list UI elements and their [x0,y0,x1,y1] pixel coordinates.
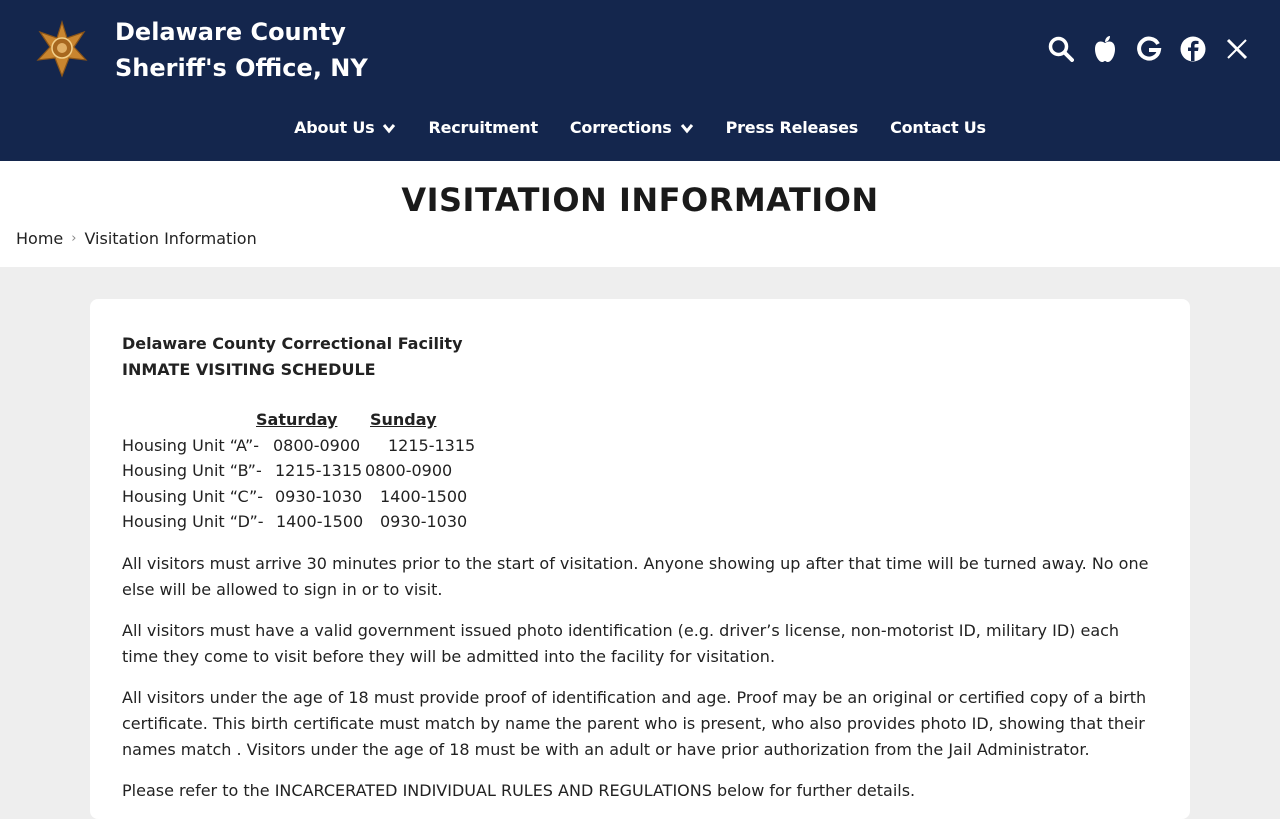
nav-recruitment-label: Recruitment [428,118,538,137]
apple-icon[interactable] [1092,32,1118,66]
visiting-schedule [122,407,1158,535]
site-title-line2: Sheriff's Office, NY [115,54,368,82]
chevron-right-icon: › [71,231,77,246]
saturday-time: 1400-1500 [276,512,364,532]
paragraph-arrival: All visitors must arrive 30 minutes prior to the start of visitation. Anyone showing up after that time will be turned away. No one else will be allowed to sign in or to visit. [122,553,1149,599]
sunday-header: Sunday [370,410,437,429]
breadcrumb-current: Visitation Information [84,229,257,248]
main-nav [0,118,1280,137]
sheriff-badge-logo[interactable] [36,20,88,78]
social-links [1048,32,1250,66]
housing-unit: Housing Unit “D”- [122,512,264,532]
sunday-time: 0930-1030 [380,512,468,532]
paragraph-minors: All visitors under the age of 18 must provide proof of identification and age. Proof may be an original or certified copy of a birth certificate. This birth certificate must match by name the parent who is present, who also provides photo ID, showing that their names match . Visitors under the age of 18 must be with an adult or have prior authorization from the Jail Administrator. [122,688,1147,759]
saturday-header: Saturday [256,410,338,429]
nav-corrections-label: Corrections [569,118,672,137]
paragraph-rules-reference: Please refer to the INCARCERATED INDIVIDUAL RULES AND REGULATIONS below for further details. [122,781,916,801]
google-icon[interactable] [1136,32,1162,66]
housing-unit: Housing Unit “A”- [122,435,260,455]
schedule-title: INMATE VISITING SCHEDULE [122,360,376,379]
breadcrumb-home-link[interactable]: Home [16,229,64,248]
search-icon[interactable] [1048,32,1074,66]
nav-corrections[interactable] [570,118,694,137]
page-title: VISITATION INFORMATION [401,181,879,219]
nav-press-releases-label: Press Releases [725,118,859,137]
chevron-down-icon [382,121,396,135]
nav-press-releases[interactable] [726,118,859,137]
saturday-time: 0800-0900 [273,435,361,455]
page-title-bar [0,161,1280,267]
x-icon[interactable] [1224,32,1250,66]
facebook-icon[interactable] [1180,32,1206,66]
facility-name: Delaware County Correctional Facility [122,334,463,353]
nav-about-us-label: About Us [294,118,375,137]
schedule-header-row [122,407,1158,433]
nav-about-us[interactable] [294,118,396,137]
sunday-time: 1215-1315 [388,435,476,455]
breadcrumb [16,229,257,248]
table-row [122,433,1158,459]
site-header [0,0,1280,161]
table-row [122,458,1158,484]
housing-unit: Housing Unit “C”- [122,486,264,506]
site-title[interactable] [115,14,435,86]
table-row [122,509,1158,535]
nav-contact-us-label: Contact Us [890,118,986,137]
content-card [90,299,1190,819]
nav-contact-us[interactable] [890,118,986,137]
chevron-down-icon [680,121,694,135]
saturday-time: 1215-1315 [275,461,363,481]
saturday-time: 0930-1030 [275,486,363,506]
sunday-time: 1400-1500 [380,486,468,506]
paragraph-photo-id: All visitors must have a valid government issued photo identification (e.g. driver’s license, non-motorist ID, military ID) each time they come to visit before they will be admitted into the facility for visitation. [122,621,1120,666]
site-title-line1: Delaware County [115,18,346,46]
table-row [122,484,1158,510]
sunday-time: 0800-0900 [365,461,453,481]
housing-unit: Housing Unit “B”- [122,461,262,481]
nav-recruitment[interactable] [428,118,537,137]
